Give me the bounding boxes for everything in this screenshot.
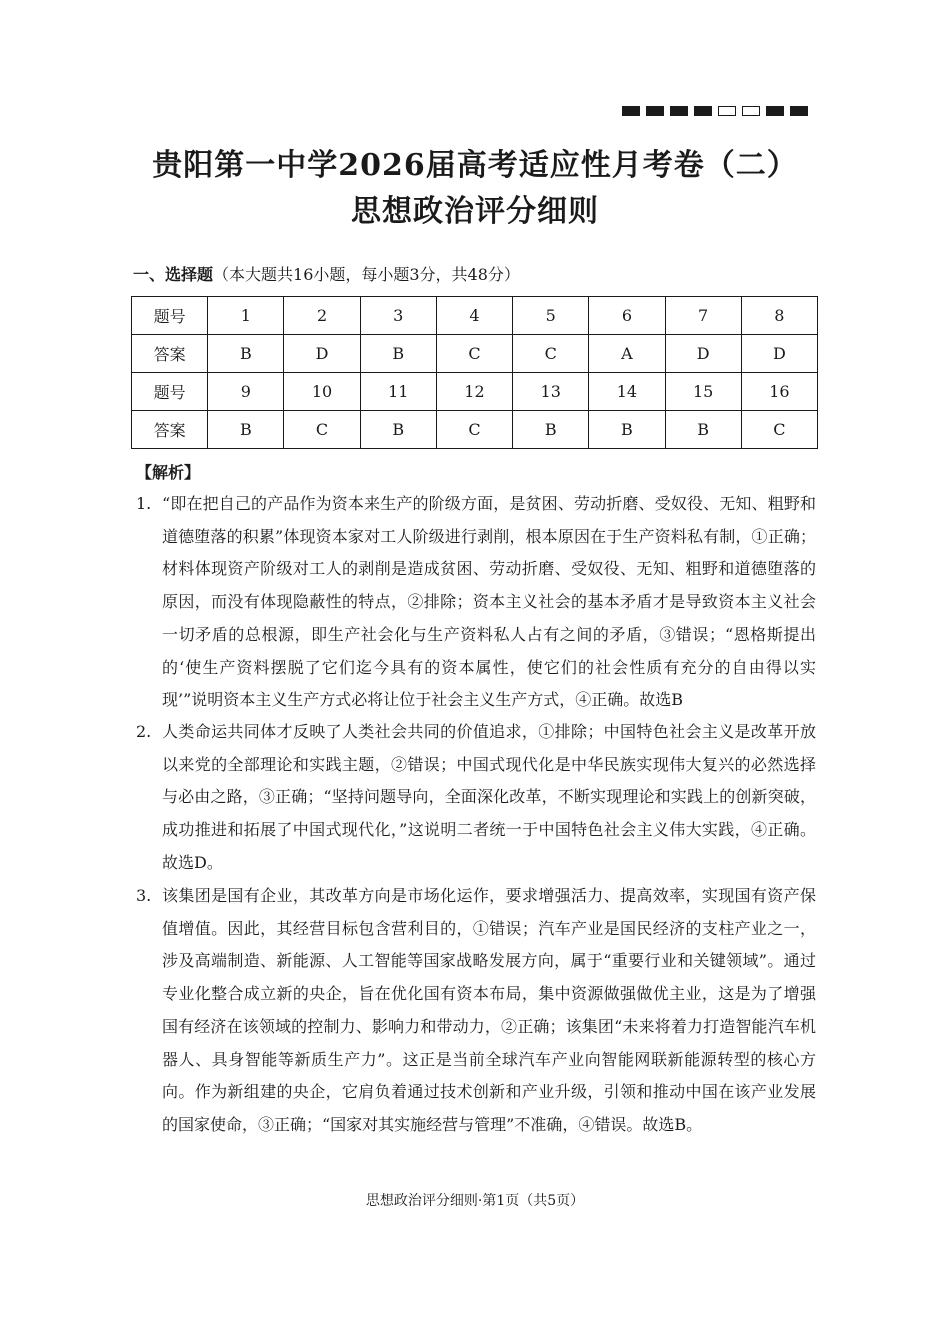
item-number: 2. — [136, 722, 152, 741]
table-cell: 5 — [513, 297, 589, 335]
table-cell: D — [284, 335, 360, 373]
document-title: 贵阳第一中学2026届高考适应性月考卷（二） — [152, 148, 798, 183]
analysis-item — [136, 716, 816, 880]
analysis-item — [136, 880, 816, 1142]
table-cell: 答案 — [132, 335, 208, 373]
table-cell: 13 — [513, 373, 589, 411]
marker-square — [694, 106, 712, 116]
table-row — [132, 373, 818, 411]
table-cell: D — [741, 335, 817, 373]
table-cell: B — [589, 411, 665, 449]
table-row — [132, 411, 818, 449]
item-number: 1. — [136, 494, 152, 513]
table-cell: 题号 — [132, 297, 208, 335]
marker-square — [742, 106, 760, 116]
answer-table — [131, 296, 818, 449]
table-cell: 2 — [284, 297, 360, 335]
table-cell: C — [513, 335, 589, 373]
table-row — [132, 297, 818, 335]
table-row — [132, 335, 818, 373]
table-cell: 4 — [436, 297, 512, 335]
analysis-item — [136, 488, 816, 717]
table-cell: C — [436, 335, 512, 373]
section-label: 一、选择题 — [133, 265, 214, 284]
section-note: （本大题共16小题，每小题3分，共48分） — [213, 265, 520, 284]
table-cell: B — [513, 411, 589, 449]
page-footer: 思想政治评分细则·第1页（共5页） — [365, 1193, 585, 1209]
marker-square — [790, 106, 808, 116]
marker-square — [670, 106, 688, 116]
marker-square — [718, 106, 736, 116]
table-cell: D — [665, 335, 741, 373]
table-cell: C — [284, 411, 360, 449]
item-text: “即在把自己的产品作为资本来生产的阶级方面，是贫困、劳动折磨、受奴役、无知、粗野和道德堕落的积累”体现资本家对工人阶级进行剥削，根本原因在于生产资料私有制，①正确；材料体现资产阶级对工人的剥削是造成贫困、劳动折磨、受奴役、无知、粗野和道德堕落的原因，而没有体现隐蔽性的特点，②排除；资本主义社会的基本矛盾才是导致资本主义社会一切矛盾的总根源，即生产社会化与生产资料私人占有之间的矛盾，③错误；“恩格斯提出的‘使生产资料摆脱了它们迄今具有的资本属性，使它们的社会性质有充分的自由得以实现’”说明资本主义生产方式必将让位于社会主义生产方式，④正确。故选B — [162, 494, 816, 710]
page-marker-strip — [622, 106, 808, 116]
table-cell: C — [741, 411, 817, 449]
table-cell: 3 — [360, 297, 436, 335]
section-heading — [133, 262, 520, 285]
table-cell: B — [665, 411, 741, 449]
table-cell: B — [360, 411, 436, 449]
marker-square — [622, 106, 640, 116]
table-cell: B — [360, 335, 436, 373]
document-subtitle: 思想政治评分细则 — [351, 194, 599, 229]
table-cell: 10 — [284, 373, 360, 411]
item-text: 人类命运共同体才反映了人类社会共同的价值追求，①排除；中国特色社会主义是改革开放以来党的全部理论和实践主题，②错误；中国式现代化是中华民族实现伟大复兴的必然选择与必由之路，③正确；“坚持问题导向，全面深化改革，不断实现理论和实践上的创新突破，成功推进和拓展了中国式现代化，”这说明二者统一于中国特色社会主义伟大实践，④正确。故选D。 — [162, 722, 816, 872]
table-cell: 11 — [360, 373, 436, 411]
table-cell: 1 — [208, 297, 284, 335]
table-cell: 6 — [589, 297, 665, 335]
table-cell: 7 — [665, 297, 741, 335]
item-text: 该集团是国有企业，其改革方向是市场化运作，要求增强活力、提高效率，实现国有资产保值增值。因此，其经营目标包含营利目的，①错误；汽车产业是国民经济的支柱产业之一，涉及高端制造、新能源、人工智能等国家战略发展方向，属于“重要行业和关键领域”。通过专业化整合成立新的央企，旨在优化国有资本布局，集中资源做强做优主业，这是为了增强国有经济在该领域的控制力、影响力和带动力，②正确；该集团“未来将着力打造智能汽车机器人、具身智能等新质生产力”。这正是当前全球汽车产业向智能网联新能源转型的核心方向。作为新组建的央企，它肩负着通过技术创新和产业升级，引领和推动中国在该产业发展的国家使命，③正确；“国家对其实施经营与管理”不准确，④错误。故选B。 — [162, 886, 816, 1134]
table-cell: C — [436, 411, 512, 449]
table-cell: B — [208, 335, 284, 373]
table-cell: 8 — [741, 297, 817, 335]
table-cell: 12 — [436, 373, 512, 411]
item-number: 3. — [136, 886, 152, 905]
table-cell: 15 — [665, 373, 741, 411]
analysis-heading: 【解析】 — [136, 463, 201, 482]
table-cell: 14 — [589, 373, 665, 411]
table-cell: B — [208, 411, 284, 449]
marker-square — [646, 106, 664, 116]
table-cell: 9 — [208, 373, 284, 411]
table-cell: 答案 — [132, 411, 208, 449]
table-cell: 题号 — [132, 373, 208, 411]
marker-square — [766, 106, 784, 116]
table-cell: A — [589, 335, 665, 373]
table-cell: 16 — [741, 373, 817, 411]
